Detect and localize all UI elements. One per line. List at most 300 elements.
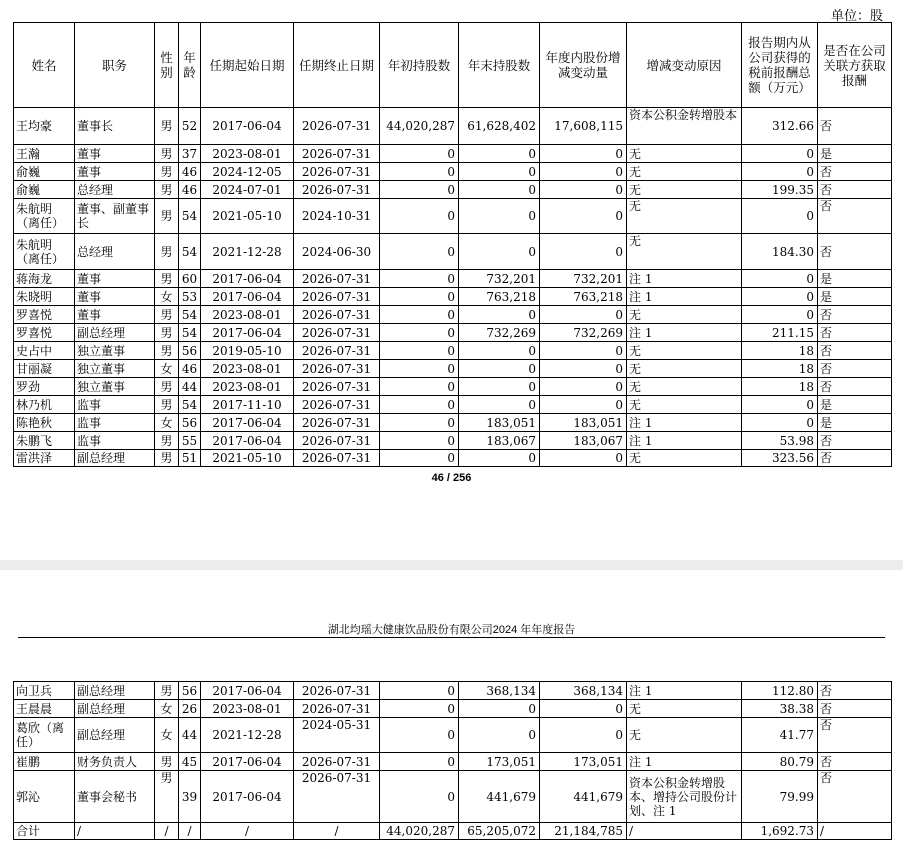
cell-shares-end: 0 [459, 145, 540, 163]
cell-position: 董事 [75, 163, 155, 181]
table-row [14, 771, 892, 823]
cell-related-party-pay: 否 [818, 181, 892, 199]
cell-change-reason: 注 1 [627, 288, 742, 306]
cell-compensation: 0 [742, 145, 818, 163]
cell-term-end: / [294, 823, 380, 840]
cell-compensation: 38.38 [742, 700, 818, 718]
cell-gender: 男 [155, 342, 179, 360]
cell-shares-begin: 44,020,287 [380, 108, 459, 145]
cell-shares-change: 0 [540, 199, 627, 234]
cell-age: 51 [179, 450, 201, 467]
header-shares-begin: 年初持股数 [380, 23, 459, 108]
cell-gender: 女 [155, 718, 179, 753]
cell-shares-begin: 0 [380, 700, 459, 718]
cell-position: 董事 [75, 145, 155, 163]
cell-shares-end: 0 [459, 396, 540, 414]
cell-compensation: 0 [742, 199, 818, 234]
cell-related-party-pay: 否 [818, 378, 892, 396]
cell-gender: 女 [155, 414, 179, 432]
cell-name: 俞巍 [14, 181, 75, 199]
header-related-party-pay: 是否在公司关联方获取报酬 [818, 23, 892, 108]
cell-gender: 女 [155, 700, 179, 718]
cell-shares-end: 0 [459, 234, 540, 270]
cell-position: / [75, 823, 155, 840]
cell-position: 总经理 [75, 234, 155, 270]
cell-position: 监事 [75, 432, 155, 450]
cell-term-end: 2026-07-31 [294, 181, 380, 199]
cell-compensation: 312.66 [742, 108, 818, 145]
cell-term-start: 2024-07-01 [201, 181, 294, 199]
cell-shares-end: 441,679 [459, 771, 540, 823]
cell-shares-begin: 0 [380, 306, 459, 324]
cell-name: 朱航明（离任） [14, 234, 75, 270]
table-header-row [14, 23, 892, 108]
cell-shares-change: 0 [540, 378, 627, 396]
cell-name: 王瀚 [14, 145, 75, 163]
cell-related-party-pay: 否 [818, 342, 892, 360]
cell-compensation: 79.99 [742, 771, 818, 823]
cell-change-reason: 无 [627, 145, 742, 163]
cell-change-reason: 注 1 [627, 324, 742, 342]
cell-position: 董事会秘书 [75, 771, 155, 823]
cell-name: 朱晓明 [14, 288, 75, 306]
cell-related-party-pay: / [818, 823, 892, 840]
cell-name: 罗喜悦 [14, 306, 75, 324]
cell-age: 44 [179, 378, 201, 396]
cell-related-party-pay: 否 [818, 324, 892, 342]
cell-change-reason: 无 [627, 396, 742, 414]
cell-position: 独立董事 [75, 342, 155, 360]
cell-related-party-pay: 否 [818, 700, 892, 718]
cell-term-end: 2026-07-31 [294, 163, 380, 181]
cell-shares-change: 0 [540, 234, 627, 270]
cell-related-party-pay: 是 [818, 414, 892, 432]
cell-compensation: 199.35 [742, 181, 818, 199]
cell-age: 52 [179, 108, 201, 145]
cell-gender: 男 [155, 234, 179, 270]
cell-name: 王均豪 [14, 108, 75, 145]
cell-term-start: 2023-08-01 [201, 360, 294, 378]
cell-term-start: 2024-12-05 [201, 163, 294, 181]
cell-compensation: 18 [742, 360, 818, 378]
cell-term-start: 2023-08-01 [201, 700, 294, 718]
cell-compensation: 0 [742, 306, 818, 324]
cell-shares-end: 61,628,402 [459, 108, 540, 145]
shareholding-table-part1 [13, 22, 892, 467]
cell-gender: 女 [155, 360, 179, 378]
cell-position: 董事长 [75, 108, 155, 145]
cell-shares-end: 0 [459, 378, 540, 396]
cell-shares-end: 0 [459, 700, 540, 718]
cell-position: 董事 [75, 288, 155, 306]
table-row [14, 342, 892, 360]
cell-position: 副总经理 [75, 450, 155, 467]
cell-age: 37 [179, 145, 201, 163]
cell-shares-change: 0 [540, 306, 627, 324]
cell-name: 崔鹏 [14, 753, 75, 771]
cell-related-party-pay: 否 [818, 718, 892, 753]
cell-name: 林乃机 [14, 396, 75, 414]
cell-term-start: 2021-12-28 [201, 718, 294, 753]
cell-position: 董事 [75, 270, 155, 288]
cell-gender: 男 [155, 432, 179, 450]
cell-compensation: 323.56 [742, 450, 818, 467]
cell-change-reason: 注 1 [627, 753, 742, 771]
cell-gender: 男 [155, 450, 179, 467]
cell-term-start: 2021-05-10 [201, 450, 294, 467]
cell-name: 郭沁 [14, 771, 75, 823]
cell-term-end: 2024-10-31 [294, 199, 380, 234]
cell-shares-change: 0 [540, 145, 627, 163]
cell-shares-end: 0 [459, 199, 540, 234]
cell-term-end: 2026-07-31 [294, 342, 380, 360]
cell-position: 副总经理 [75, 718, 155, 753]
cell-age: 54 [179, 324, 201, 342]
shareholding-table-part2 [13, 681, 892, 840]
cell-name: 罗喜悦 [14, 324, 75, 342]
cell-change-reason: 无 [627, 360, 742, 378]
cell-shares-begin: 0 [380, 270, 459, 288]
cell-name: 蒋海龙 [14, 270, 75, 288]
table-row [14, 163, 892, 181]
cell-term-end: 2026-07-31 [294, 324, 380, 342]
cell-term-end: 2026-07-31 [294, 450, 380, 467]
cell-compensation: 0 [742, 163, 818, 181]
cell-compensation: 18 [742, 342, 818, 360]
table-row [14, 753, 892, 771]
cell-change-reason: 资本公积金转增股本、增持公司股份计划、注 1 [627, 771, 742, 823]
cell-term-start: 2017-06-04 [201, 432, 294, 450]
cell-shares-begin: 0 [380, 396, 459, 414]
cell-shares-end: 0 [459, 181, 540, 199]
cell-shares-begin: 0 [380, 432, 459, 450]
cell-term-end: 2024-05-31 [294, 718, 380, 753]
header-term-end: 任期终止日期 [294, 23, 380, 108]
cell-shares-change: 0 [540, 700, 627, 718]
cell-term-start: 2021-05-10 [201, 199, 294, 234]
cell-position: 副总经理 [75, 682, 155, 700]
cell-shares-begin: 0 [380, 753, 459, 771]
cell-age: 46 [179, 360, 201, 378]
cell-term-end: 2026-07-31 [294, 771, 380, 823]
cell-age: 46 [179, 181, 201, 199]
table-row [14, 108, 892, 145]
table-row [14, 199, 892, 234]
cell-term-end: 2026-07-31 [294, 378, 380, 396]
cell-term-end: 2026-07-31 [294, 396, 380, 414]
cell-related-party-pay: 否 [818, 753, 892, 771]
cell-shares-end: 0 [459, 360, 540, 378]
cell-gender: 男 [155, 199, 179, 234]
cell-name: 史占中 [14, 342, 75, 360]
cell-term-start: 2017-06-04 [201, 288, 294, 306]
cell-change-reason: 无 [627, 718, 742, 753]
cell-term-end: 2026-07-31 [294, 414, 380, 432]
cell-position: 副总经理 [75, 700, 155, 718]
table-row [14, 718, 892, 753]
table-row [14, 432, 892, 450]
cell-term-start: 2017-06-04 [201, 414, 294, 432]
cell-change-reason: 资本公积金转增股本 [627, 108, 742, 145]
cell-name: 王晨晨 [14, 700, 75, 718]
table-row [14, 700, 892, 718]
cell-related-party-pay: 否 [818, 771, 892, 823]
cell-shares-change: 732,201 [540, 270, 627, 288]
table-row [14, 145, 892, 163]
cell-age: 44 [179, 718, 201, 753]
cell-related-party-pay: 否 [818, 360, 892, 378]
cell-term-end: 2024-06-30 [294, 234, 380, 270]
cell-position: 董事、副董事长 [75, 199, 155, 234]
table-row [14, 270, 892, 288]
header-rule [18, 637, 885, 638]
cell-compensation: 41.77 [742, 718, 818, 753]
cell-gender: / [155, 823, 179, 840]
cell-position: 副总经理 [75, 324, 155, 342]
cell-name: 雷洪泽 [14, 450, 75, 467]
cell-term-start: 2019-05-10 [201, 342, 294, 360]
cell-shares-begin: 0 [380, 378, 459, 396]
header-shares-end: 年末持股数 [459, 23, 540, 108]
cell-shares-end: 368,134 [459, 682, 540, 700]
cell-age: 55 [179, 432, 201, 450]
cell-change-reason: 无 [627, 378, 742, 396]
cell-change-reason: 无 [627, 181, 742, 199]
cell-age: 39 [179, 771, 201, 823]
cell-age: 54 [179, 306, 201, 324]
cell-shares-begin: 44,020,287 [380, 823, 459, 840]
cell-name: 甘丽凝 [14, 360, 75, 378]
cell-shares-begin: 0 [380, 199, 459, 234]
cell-shares-begin: 0 [380, 360, 459, 378]
cell-shares-end: 183,067 [459, 432, 540, 450]
cell-shares-change: 0 [540, 181, 627, 199]
cell-name: 向卫兵 [14, 682, 75, 700]
cell-shares-begin: 0 [380, 181, 459, 199]
table-row [14, 181, 892, 199]
cell-shares-begin: 0 [380, 324, 459, 342]
cell-position: 独立董事 [75, 360, 155, 378]
cell-term-end: 2026-07-31 [294, 432, 380, 450]
cell-term-end: 2026-07-31 [294, 145, 380, 163]
cell-age: 56 [179, 342, 201, 360]
cell-age: / [179, 823, 201, 840]
cell-compensation: 0 [742, 270, 818, 288]
cell-term-end: 2026-07-31 [294, 270, 380, 288]
cell-term-start: 2021-12-28 [201, 234, 294, 270]
cell-compensation: 53.98 [742, 432, 818, 450]
header-gender: 性别 [155, 23, 179, 108]
cell-gender: 男 [155, 682, 179, 700]
cell-compensation: 80.79 [742, 753, 818, 771]
cell-shares-begin: 0 [380, 342, 459, 360]
cell-related-party-pay: 否 [818, 306, 892, 324]
cell-compensation: 1,692.73 [742, 823, 818, 840]
cell-name: 葛欣（离任） [14, 718, 75, 753]
cell-term-start: 2017-06-04 [201, 753, 294, 771]
cell-term-start: 2017-06-04 [201, 270, 294, 288]
report-header: 湖北均瑶大健康饮品股份有限公司2024 年年度报告 [327, 624, 576, 636]
header-compensation: 报告期内从公司获得的税前报酬总额（万元） [742, 23, 818, 108]
cell-name: 罗劲 [14, 378, 75, 396]
cell-shares-begin: 0 [380, 718, 459, 753]
cell-term-start: / [201, 823, 294, 840]
cell-related-party-pay: 否 [818, 108, 892, 145]
cell-change-reason: 无 [627, 306, 742, 324]
table-row [14, 450, 892, 467]
page-number: 46 / 256 [431, 472, 472, 484]
table-row [14, 378, 892, 396]
cell-term-end: 2026-07-31 [294, 700, 380, 718]
header-name: 姓名 [14, 23, 75, 108]
cell-position: 总经理 [75, 181, 155, 199]
cell-gender: 男 [155, 270, 179, 288]
header-shares-change: 年度内股份增减变动量 [540, 23, 627, 108]
cell-shares-end: 183,051 [459, 414, 540, 432]
cell-shares-change: 732,269 [540, 324, 627, 342]
cell-term-start: 2017-06-04 [201, 682, 294, 700]
table-row [14, 823, 892, 840]
cell-shares-end: 0 [459, 163, 540, 181]
header-term-start: 任期起始日期 [201, 23, 294, 108]
cell-name: 合计 [14, 823, 75, 840]
cell-position: 监事 [75, 396, 155, 414]
cell-change-reason: 无 [627, 450, 742, 467]
cell-related-party-pay: 否 [818, 432, 892, 450]
cell-change-reason: 注 1 [627, 414, 742, 432]
cell-gender: 男 [155, 396, 179, 414]
cell-shares-end: 732,201 [459, 270, 540, 288]
header-position: 职务 [75, 23, 155, 108]
table-row [14, 682, 892, 700]
cell-change-reason: / [627, 823, 742, 840]
cell-gender: 男 [155, 181, 179, 199]
cell-name: 俞巍 [14, 163, 75, 181]
cell-position: 独立董事 [75, 378, 155, 396]
cell-age: 54 [179, 396, 201, 414]
table-row [14, 324, 892, 342]
cell-change-reason: 无 [627, 700, 742, 718]
cell-age: 45 [179, 753, 201, 771]
table-row [14, 288, 892, 306]
cell-shares-change: 0 [540, 718, 627, 753]
cell-position: 董事 [75, 306, 155, 324]
cell-shares-end: 0 [459, 718, 540, 753]
cell-shares-change: 0 [540, 360, 627, 378]
table-row [14, 396, 892, 414]
cell-compensation: 0 [742, 288, 818, 306]
cell-shares-end: 763,218 [459, 288, 540, 306]
cell-change-reason: 注 1 [627, 432, 742, 450]
cell-shares-change: 183,067 [540, 432, 627, 450]
cell-shares-change: 441,679 [540, 771, 627, 823]
cell-age: 56 [179, 414, 201, 432]
cell-compensation: 211.15 [742, 324, 818, 342]
cell-shares-end: 0 [459, 342, 540, 360]
cell-shares-change: 173,051 [540, 753, 627, 771]
cell-term-start: 2017-11-10 [201, 396, 294, 414]
cell-term-end: 2026-07-31 [294, 753, 380, 771]
cell-compensation: 184.30 [742, 234, 818, 270]
cell-term-end: 2026-07-31 [294, 108, 380, 145]
cell-name: 朱鹏飞 [14, 432, 75, 450]
cell-shares-end: 732,269 [459, 324, 540, 342]
cell-gender: 男 [155, 163, 179, 181]
cell-term-end: 2026-07-31 [294, 288, 380, 306]
cell-related-party-pay: 是 [818, 145, 892, 163]
unit-label: 单位：股 [830, 9, 883, 24]
cell-shares-change: 0 [540, 342, 627, 360]
cell-shares-end: 0 [459, 450, 540, 467]
cell-related-party-pay: 是 [818, 396, 892, 414]
cell-change-reason: 无 [627, 342, 742, 360]
cell-compensation: 0 [742, 396, 818, 414]
cell-shares-begin: 0 [380, 145, 459, 163]
table-row [14, 414, 892, 432]
cell-term-start: 2017-06-04 [201, 771, 294, 823]
cell-position: 财务负责人 [75, 753, 155, 771]
cell-related-party-pay: 否 [818, 199, 892, 234]
cell-related-party-pay: 否 [818, 682, 892, 700]
cell-name: 朱航明（离任） [14, 199, 75, 234]
cell-gender: 男 [155, 378, 179, 396]
cell-term-start: 2023-08-01 [201, 145, 294, 163]
cell-term-end: 2026-07-31 [294, 682, 380, 700]
cell-shares-change: 763,218 [540, 288, 627, 306]
page-separator [0, 560, 903, 570]
cell-gender: 男 [155, 306, 179, 324]
cell-shares-begin: 0 [380, 682, 459, 700]
table-row [14, 360, 892, 378]
cell-shares-begin: 0 [380, 288, 459, 306]
cell-age: 46 [179, 163, 201, 181]
cell-shares-change: 0 [540, 450, 627, 467]
cell-shares-change: 0 [540, 163, 627, 181]
cell-shares-change: 17,608,115 [540, 108, 627, 145]
cell-shares-begin: 0 [380, 414, 459, 432]
cell-term-start: 2017-06-04 [201, 324, 294, 342]
cell-term-end: 2026-07-31 [294, 306, 380, 324]
cell-change-reason: 无 [627, 163, 742, 181]
cell-shares-begin: 0 [380, 163, 459, 181]
cell-position: 监事 [75, 414, 155, 432]
cell-related-party-pay: 是 [818, 288, 892, 306]
cell-age: 53 [179, 288, 201, 306]
cell-related-party-pay: 是 [818, 270, 892, 288]
header-age: 年龄 [179, 23, 201, 108]
cell-related-party-pay: 否 [818, 234, 892, 270]
cell-term-start: 2023-08-01 [201, 306, 294, 324]
cell-age: 56 [179, 682, 201, 700]
cell-shares-end: 0 [459, 306, 540, 324]
cell-compensation: 112.80 [742, 682, 818, 700]
table-row [14, 234, 892, 270]
cell-shares-change: 21,184,785 [540, 823, 627, 840]
cell-shares-change: 183,051 [540, 414, 627, 432]
cell-related-party-pay: 否 [818, 450, 892, 467]
cell-gender: 男 [155, 771, 179, 823]
cell-gender: 女 [155, 288, 179, 306]
cell-term-start: 2023-08-01 [201, 378, 294, 396]
header-change-reason: 增减变动原因 [627, 23, 742, 108]
cell-shares-begin: 0 [380, 771, 459, 823]
report-page-47 [0, 570, 903, 852]
cell-name: 陈艳秋 [14, 414, 75, 432]
cell-shares-begin: 0 [380, 234, 459, 270]
cell-change-reason: 无 [627, 234, 742, 270]
table-row [14, 306, 892, 324]
cell-shares-change: 368,134 [540, 682, 627, 700]
